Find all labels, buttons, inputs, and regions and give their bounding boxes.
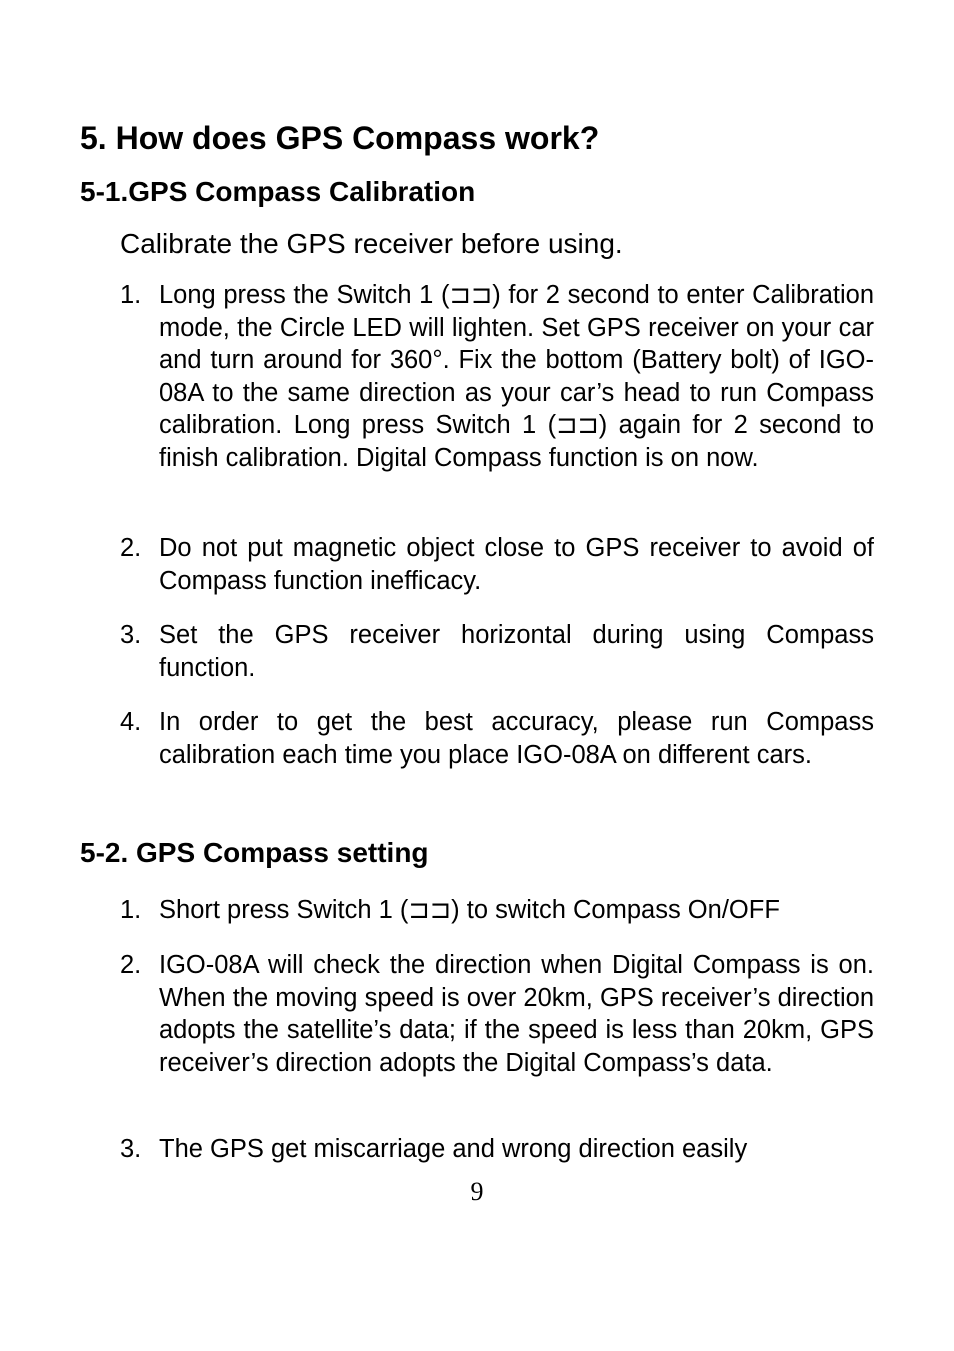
setting-step-2 (120, 949, 874, 1079)
page-number: 9 (470, 1177, 484, 1206)
section-heading: 5. How does GPS Compass work? (80, 120, 600, 156)
calibration-intro: Calibrate the GPS receiver before using. (120, 228, 623, 259)
setting-step-3 (120, 1133, 874, 1166)
step-text: The GPS get miscarriage and wrong direction easily (159, 1135, 748, 1163)
step-text: Long press the Switch 1 (⊐⊐) for 2 second to enter Calibration mode, the Circle LED will lighten. Set GPS receiver on your car and turn around for 360°. Fix the bottom (Battery bolt) of IGO-08A to the same direction as your car’s head to run Compass calibration. Long press Switch 1 (⊐⊐) again for 2 second to finish calibration. Digital Compass function is on now. (159, 281, 874, 472)
subsection-title-setting: 5-2. GPS Compass setting (80, 837, 429, 868)
step-number: 2. (120, 534, 142, 562)
step-text: Set the GPS receiver horizontal during using Compass function. (159, 621, 874, 682)
calibration-step-3 (120, 619, 874, 684)
step-text: Do not put magnetic object close to GPS receiver to avoid of Compass function inefficacy. (159, 534, 874, 595)
calibration-step-2 (120, 532, 874, 597)
setting-step-1 (120, 894, 874, 927)
step-number: 1. (120, 896, 142, 924)
step-text: Short press Switch 1 (⊐⊐) to switch Compass On/OFF (159, 896, 780, 924)
step-text: In order to get the best accuracy, please run Compass calibration each time you place IGO-08A on different cars. (159, 708, 874, 769)
calibration-step-1 (120, 279, 874, 474)
step-number: 2. (120, 951, 142, 979)
calibration-step-4 (120, 706, 874, 771)
step-number: 3. (120, 1135, 142, 1163)
step-text: IGO-08A will check the direction when Digital Compass is on. When the moving speed is over 20km, GPS receiver’s direction adopts the satellite’s data; if the speed is less than 20km, GPS receiver’s direction adopts the Digital Compass’s data. (159, 951, 874, 1077)
step-number: 3. (120, 621, 142, 649)
step-number: 4. (120, 708, 142, 736)
subsection-title-calibration: 5-1.GPS Compass Calibration (80, 176, 476, 207)
step-number: 1. (120, 281, 142, 309)
